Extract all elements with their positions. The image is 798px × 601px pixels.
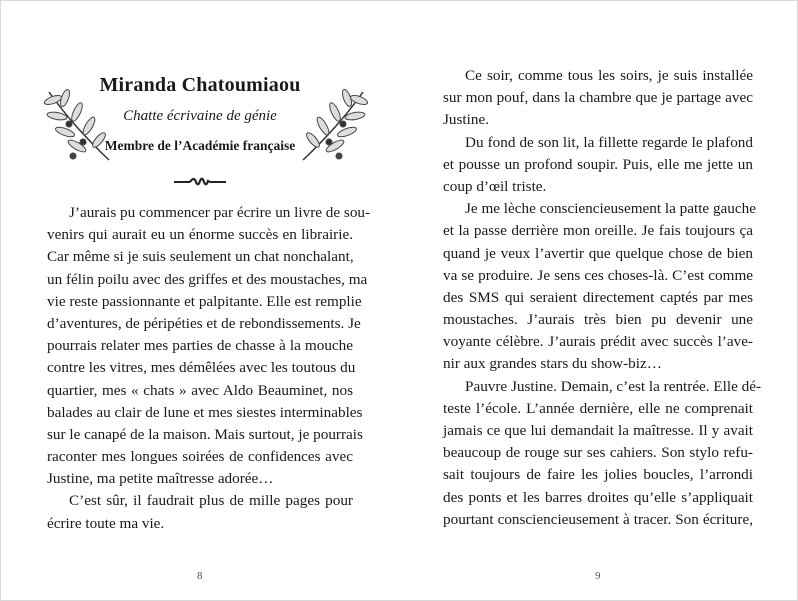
author-name: Miranda Chatoumiaou — [99, 74, 301, 96]
text-line: vie reste passionnante et palpitante. Elle est remplie — [47, 292, 362, 310]
text-line: un félin poilu avec des griffes et des moustaches, ma — [47, 270, 368, 288]
right-page-text — [443, 65, 762, 531]
paragraph — [47, 202, 371, 490]
paragraph — [47, 490, 353, 534]
text-line: Pauvre Justine. Demain, c’est la rentrée. Elle dé- — [465, 377, 762, 395]
text-line: quartier, mes « chats » avec Aldo Beauminet, nos — [47, 381, 353, 399]
text-line: sait toujours de faire les jolies boucles, l’arrondi — [443, 466, 753, 484]
text-line: et pousse un profond soupir. Puis, elle me jette un — [443, 155, 753, 173]
text-line: et la passe derrière mon oreille. Je fais toujours ça — [443, 222, 753, 240]
paragraph — [443, 65, 753, 132]
text-line: C’est sûr, il faudrait plus de mille pages pour — [69, 492, 353, 510]
text-line: Ce soir, comme tous les soirs, je suis installée — [465, 67, 753, 84]
text-line: beaucoup de rouge sur ses cahiers. Son stylo refu- — [443, 444, 753, 462]
text-line: Du fond de son lit, la fillette regarde le plafond — [465, 133, 753, 151]
page-number: 8 — [197, 570, 203, 582]
left-page — [47, 0, 371, 601]
text-line: d’aventures, de péripéties et de rebondissements. Je — [47, 314, 361, 332]
text-line: moustaches. J’aurais très bien pu devenir une — [443, 311, 753, 329]
text-line: Justine, ma petite maîtresse adorée… — [47, 470, 274, 488]
text-line: balades au clair de lune et mes siestes interminables — [47, 403, 363, 421]
text-line: raconter mes longues soirées de confidences avec — [47, 448, 353, 466]
text-line: va se produire. Je sens ces choses-là. C’est comme — [443, 266, 753, 284]
text-line: coup d’œil triste. — [443, 177, 547, 195]
text-line: Justine. — [443, 111, 489, 129]
text-line: jamais ce que lui demandait la maîtresse. Il y avait — [443, 422, 753, 439]
paragraph — [443, 376, 762, 531]
text-line: des SMS qui seraient directement captés par mes — [443, 288, 753, 306]
text-line: pourrais relater mes parties de chasse à la mouche — [47, 337, 353, 355]
text-line: quand je veux l’avertir que quelque chose de bien — [443, 244, 753, 262]
author-membership: Membre de l’Académie française — [104, 138, 296, 153]
right-page — [443, 0, 762, 601]
text-line: J’aurais pu commencer par écrire un livre de sou- — [69, 204, 371, 221]
paragraph — [443, 132, 753, 199]
text-line: Je me lèche consciencieusement la patte gauche — [465, 200, 756, 218]
left-page-text — [47, 202, 371, 535]
text-line: Car même si je suis seulement un chat nonchalant, — [47, 248, 354, 266]
text-line: pourtant consciencieusement à tracer. Son écriture, — [443, 510, 753, 528]
text-line: des ponts et les barres droites qu’elle s’appliquait — [443, 488, 753, 506]
page-number: 9 — [595, 570, 601, 582]
author-subtitle: Chatte écrivaine de génie — [123, 108, 277, 124]
text-line: voyante célèbre. J’aurais prédit avec succès l’ave- — [443, 333, 753, 351]
text-line: nir aux grandes stars du show-biz… — [443, 355, 662, 373]
paragraph — [443, 198, 756, 376]
flourish-ornament-icon — [172, 174, 228, 188]
text-line: contre les vitres, mes démêlées avec les toutous du — [47, 359, 356, 377]
text-line: venirs qui aurait eu un énorme succès en librairie. — [47, 226, 353, 244]
text-line: teste l’école. L’année dernière, elle ne comprenait — [443, 399, 753, 417]
text-line: sur le canapé de la maison. Mais surtout, je pourrais — [47, 425, 363, 443]
text-line: sur mon pouf, dans la chambre que je partage avec — [443, 89, 753, 107]
text-line: écrire toute ma vie. — [47, 514, 165, 532]
